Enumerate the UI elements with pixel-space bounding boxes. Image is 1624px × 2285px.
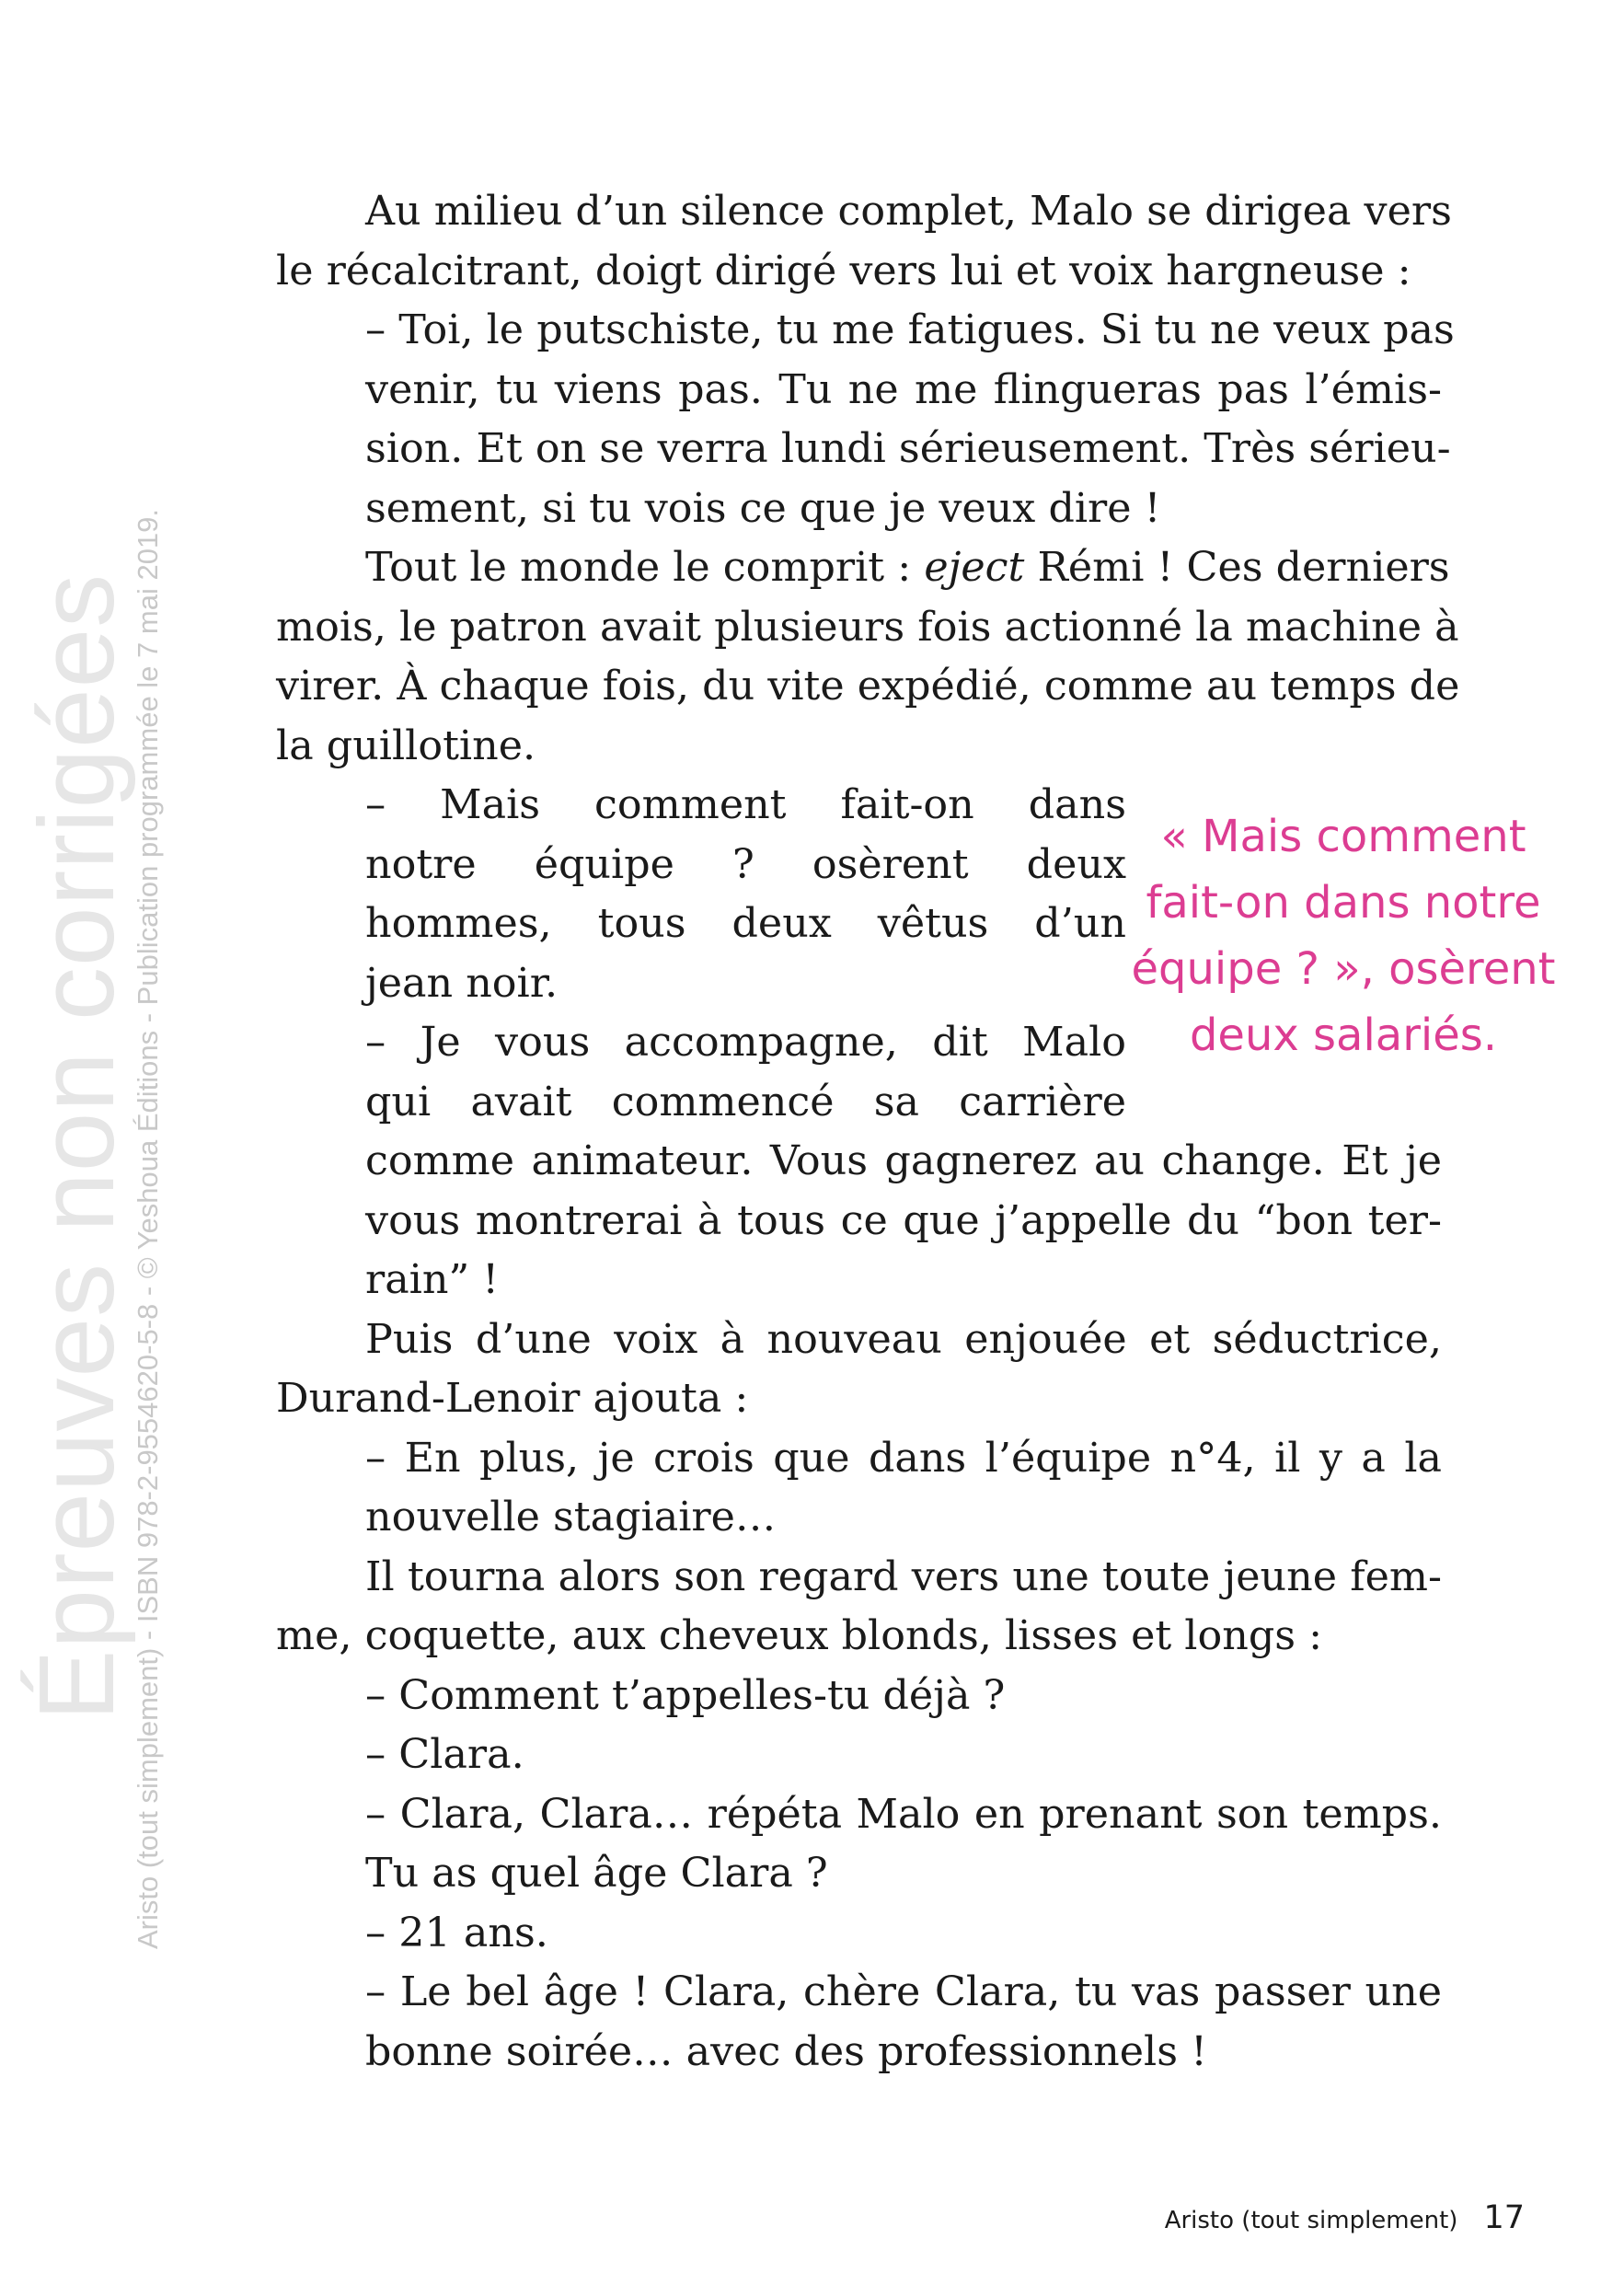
text-line: le récalcitrant, doigt dirigé vers lui et voix hargneuse : (276, 247, 1411, 294)
text-line: Durand-Lenoir ajouta : (276, 1375, 749, 1422)
text-line: – En plus, je crois que dans l’équipe n°4, il y a la (365, 1434, 1442, 1482)
text-line: – Clara. (365, 1731, 524, 1778)
text-line: – Je vous accompagne, dit Malo (365, 1019, 1126, 1066)
proof-watermark: Épreuves non corrigées (17, 572, 136, 1721)
text-line: me, coquette, aux cheveux blonds, lisses et longs : (276, 1612, 1323, 1659)
publication-side-note: Aristo (tout simplement) - ISBN 978-2-9554620-5-8 - © Yeshoua Éditions - Publication programmée le 7 mai 2019. (132, 508, 164, 1949)
text-line: Au milieu d’un silence complet, Malo se dirigea vers (365, 188, 1452, 235)
text-line: qui avait commencé sa carrière (365, 1078, 1126, 1125)
text-line: – Clara, Clara… répéta Malo en prenant son temps. (365, 1790, 1442, 1838)
text-line: la guillotine. (276, 721, 536, 769)
running-title: Aristo (tout simplement) (1164, 2207, 1458, 2234)
text-line: – Mais comment fait-on dans (365, 781, 1126, 828)
pull-quote-line: fait-on dans notre (1146, 877, 1541, 929)
text-line: mois, le patron avait plusieurs fois actionné la machine à (276, 603, 1459, 651)
pull-quote (1095, 803, 1592, 1068)
italic-word: eject (924, 544, 1025, 591)
text-line: nouvelle stagiaire… (365, 1494, 777, 1541)
text-line: – Le bel âge ! Clara, chère Clara, tu vas passer une (365, 1968, 1442, 2015)
text-line: comme animateur. Vous gagnerez au change. Et je (365, 1137, 1442, 1184)
text-line: jean noir. (365, 959, 559, 1007)
text-line: – 21 ans. (365, 1909, 548, 1956)
text-fragment: Rémi ! Ces derniers (1024, 544, 1450, 591)
text-line: sement, si tu vois ce que je veux dire ! (365, 484, 1161, 532)
text-line: virer. À chaque fois, du vite expédié, comme au temps de (276, 663, 1460, 710)
text-line: – Toi, le putschiste, tu me fatigues. Si tu ne veux pas (365, 306, 1455, 353)
text-line: – Comment t’appelles-tu déjà ? (365, 1671, 1006, 1719)
pull-quote-line: équipe ? », osèrent (1131, 943, 1556, 995)
page-footer (1165, 2199, 1525, 2236)
text-line: bonne soirée… avec des professionnels ! (365, 2027, 1207, 2075)
text-line: Puis d’une voix à nouveau enjouée et séductrice, (365, 1315, 1442, 1363)
text-line: venir, tu viens pas. Tu ne me flingueras pas l’émis- (365, 365, 1442, 413)
text-fragment: Tout le monde le comprit : (365, 544, 925, 591)
text-line (276, 538, 1450, 598)
pull-quote-line: deux salariés. (1189, 1010, 1498, 1061)
text-line: Tu as quel âge Clara ? (365, 1850, 828, 1897)
page-number: 17 (1483, 2199, 1525, 2236)
text-line: rain” ! (365, 1256, 500, 1303)
text-line: notre équipe ? osèrent deux (365, 840, 1126, 888)
pull-quote-line: « Mais comment (1160, 811, 1526, 862)
text-line: sion. Et on se verra lundi sérieusement. Très sérieu- (365, 425, 1451, 472)
body-text (276, 182, 1460, 2082)
text-line: hommes, tous deux vêtus d’un (365, 900, 1126, 947)
text-line: vous montrerai à tous ce que j’appelle du “bon ter- (365, 1196, 1442, 1244)
text-line: Il tourna alors son regard vers une toute jeune fem- (365, 1552, 1442, 1600)
